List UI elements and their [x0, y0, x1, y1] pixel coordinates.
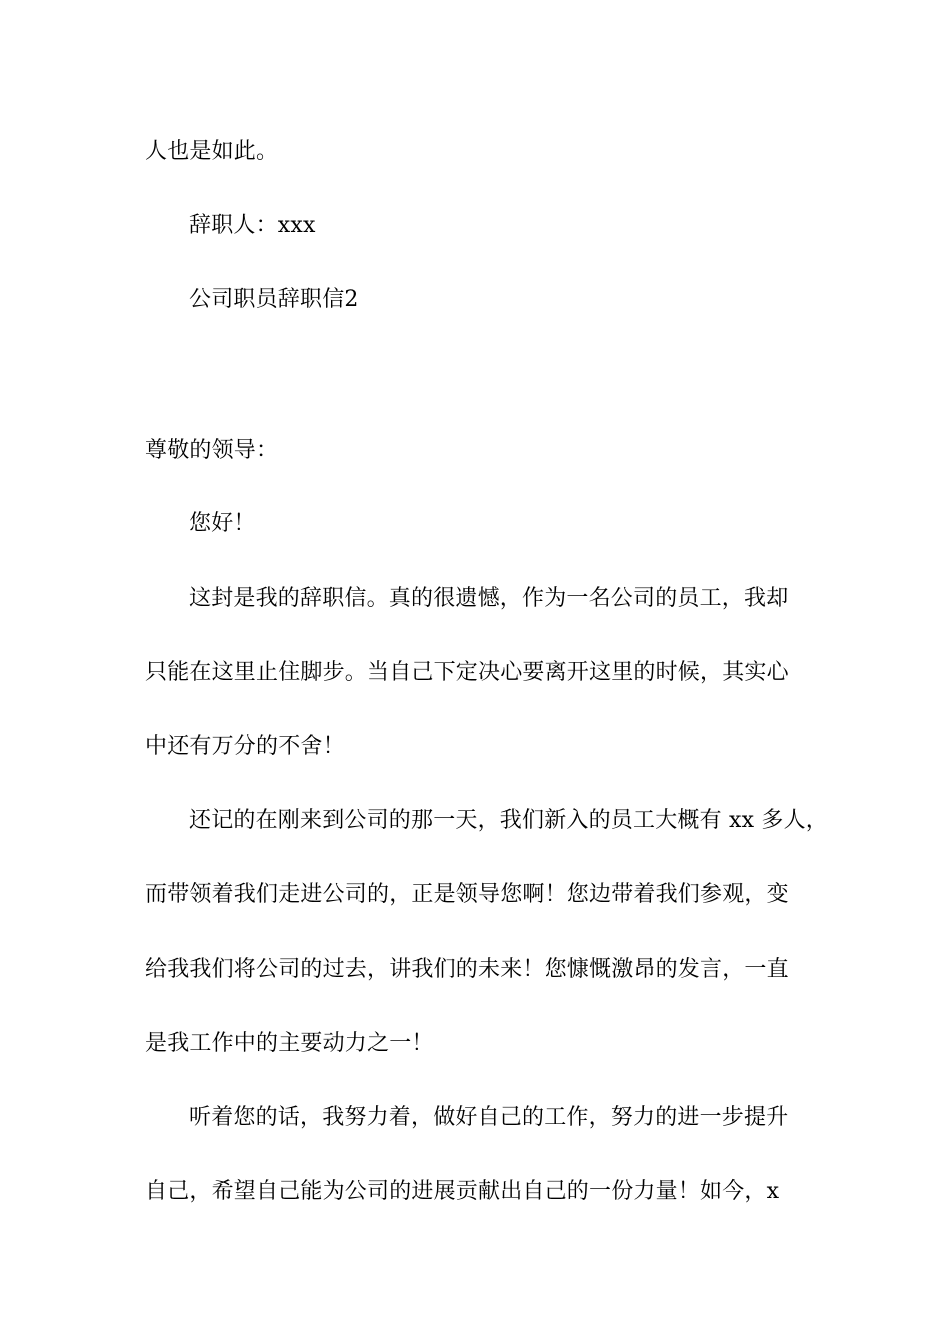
paragraph-2-line-1: 还记的在刚来到公司的那一天，我们新入的员工大概有 xx 多人，: [189, 808, 829, 833]
text-line-continuation: 人也是如此。: [145, 139, 279, 164]
paragraph-2-line-4: 是我工作中的主要动力之一！: [145, 1031, 434, 1056]
paragraph-2-line-2: 而带领着我们走进公司的，正是领导您啊！您边带着我们参观，变: [145, 882, 789, 907]
paragraph-3-line-1: 听着您的话，我努力着，做好自己的工作，努力的进一步提升: [189, 1105, 789, 1130]
paragraph-1-line-3: 中还有万分的不舍！: [145, 734, 345, 759]
salutation: 尊敬的领导：: [145, 438, 279, 463]
paragraph-1-line-2: 只能在这里止住脚步。当自己下定决心要离开这里的时候，其实心: [145, 660, 789, 685]
paragraph-1-line-1: 这封是我的辞职信。真的很遗憾，作为一名公司的员工，我却: [189, 586, 789, 611]
paragraph-2-line-3: 给我我们将公司的过去，讲我们的未来！您慷慨激昂的发言，一直: [145, 957, 789, 982]
greeting: 您好！: [189, 511, 256, 536]
paragraph-3-line-2: 自己，希望自己能为公司的进展贡献出自己的一份力量！如今，x: [145, 1179, 780, 1204]
letter-title: 公司职员辞职信2: [189, 287, 359, 312]
signature-line: 辞职人：xxx: [189, 213, 316, 238]
